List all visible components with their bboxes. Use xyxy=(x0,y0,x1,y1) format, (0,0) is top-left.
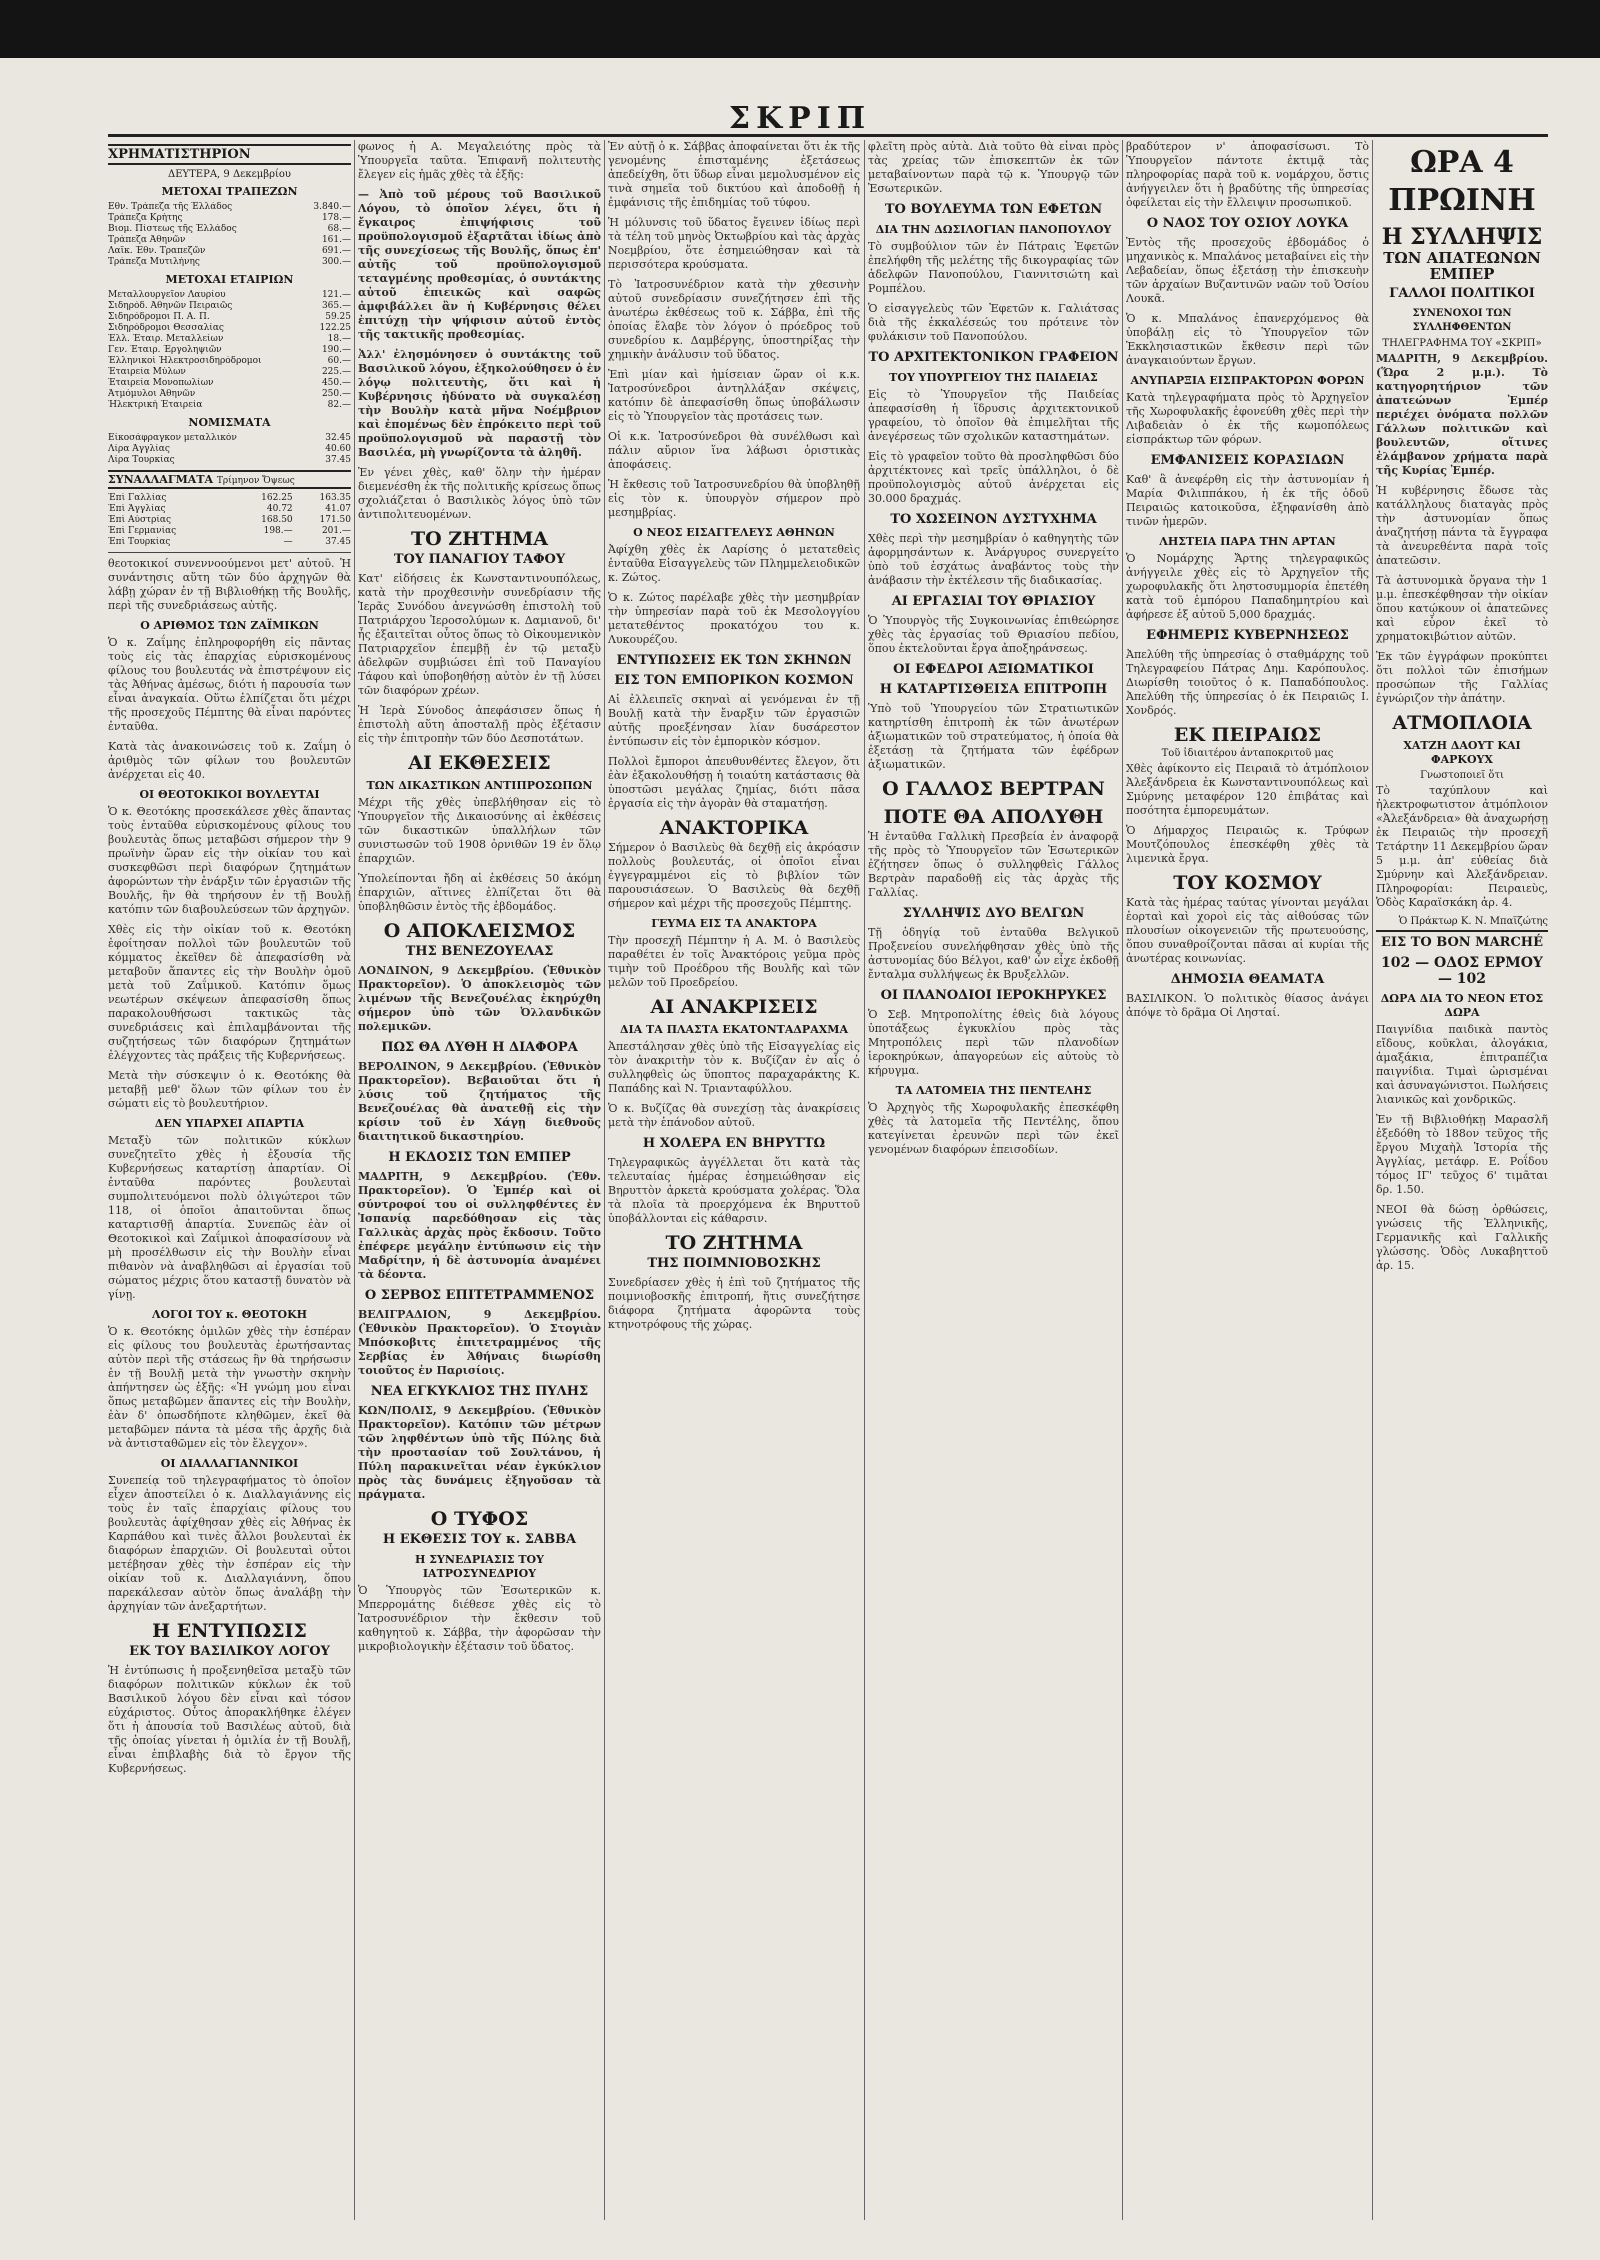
headline: ΝΕΑ ΕΓΚΥΚΛΙΟΣ ΤΗΣ ΠΥΛΗΣ xyxy=(370,1384,589,1399)
article-text: Συνεδρίασεν χθὲς ἡ ἐπὶ τοῦ ζητήματος τῆς ποιμνιοβοσκῆς ἐπιτροπή, ἥτις συνεζήτησε διάφορα ζητήματα ἀφορῶντα τοὺς κτηνοτρόφους τῆς χώρας. xyxy=(608,1276,860,1331)
row-value: 250.— xyxy=(321,389,351,399)
headline: ΛΗΣΤΕΙΑ ΠΑΡΑ ΤΗΝ ΑΡΤΑΝ xyxy=(1159,535,1336,548)
table-row xyxy=(108,290,351,301)
subheadline: ΤΗΣ ΒΕΝΕΖΟΥΕΛΑΣ xyxy=(405,944,554,959)
subheadline: ΤΟΥ ΠΑΝΑΓΙΟΥ ΤΑΦΟΥ xyxy=(393,552,566,567)
row-label: Ἐπὶ Τουρκίας xyxy=(108,537,171,547)
subheadline: ΔΙΑ ΤΑ ΠΛΑΣΤΑ ΕΚΑΤΟΝΤΑΔΡΑΧΜΑ xyxy=(620,1023,848,1036)
row-label: Ἐταιρεία Μονοπωλίων xyxy=(108,378,214,388)
article-text: Ὁ κ. Μπαλάνος ἐπανερχόμενος θὰ ὑποβάλῃ εἰς τὸ Ὑπουργεῖον τῶν Ἐκκλησιαστικῶν ἔκθεσιν περὶ τῶν ἀναγκαιούντων ἔργων. xyxy=(1126,312,1369,367)
breaking-headline: ΩΡΑ 4 ΠΡΩΙΝΗ xyxy=(1388,145,1536,218)
breaking-headline: Η ΣΥΛΛΗΨΙΣ xyxy=(1381,224,1543,250)
telegram-label: ΤΗΛΕΓΡΑΦΗΜΑ ΤΟΥ «ΣΚΡΙΠ» xyxy=(1382,338,1542,349)
headline: Ο ΑΠΟΚΛΕΙΣΜΟΣ xyxy=(383,920,576,942)
subheadline: Η ΚΑΤΑΡΤΙΣΘΕΙΣΑ ΕΠΙΤΡΟΠΗ xyxy=(879,682,1108,697)
article-text: Ὁ κ. Ζαΐμης ἐπληροφορήθη εἰς πᾶντας τοὺς εἰς τὰς ἐπαρχίας εὑρισκομένους φίλους του βουλευτάς νὰ ἐπιστρέψουν εἰς τὰς Ἀθήνας ἀμέσως, διότι ἡ παρουσία των εἶναι ἀναγκαία. Οὕτω ἐλπίζεται ὅτι μέχρι τῆς προσεχοῦς Πέμπτης θὰ εἶναι παρόντες ἐνταῦθα. xyxy=(108,636,351,733)
article-text: Ὁ Δήμαρχος Πειραιῶς κ. Τρύφων Μουτζόπουλος ἐπεσκέφθη χθὲς τὰ λιμενικὰ ἔργα. xyxy=(1126,824,1369,865)
column-4 xyxy=(868,140,1119,2220)
headline: Ο ΣΕΡΒΟΣ ΕΠΙΤΕΤΡΑΜΜΕΝΟΣ xyxy=(364,1288,595,1303)
table-row xyxy=(108,213,351,224)
article-text: βραδύτερον ν' ἀποφασίσωσι. Τὸ Ὑπουργεῖον πάντοτε ἐκτιμᾷ τὰς πληροφορίας παρὰ τοῦ κ. νομάρχου, ὅστις ἀνήγγειλεν ὅτι ἡ βραδύτης τῆς ὑπηρεσίας ὀφείλεται εἰς τὴν ἔλλειψιν προσωπικοῦ. xyxy=(1126,140,1369,209)
ad-headline: ΑΤΜΟΠΛΟΙΑ xyxy=(1392,712,1532,734)
breaking-headline: ΓΑΛΛΟΙ ΠΟΛΙΤΙΚΟΙ xyxy=(1389,286,1535,301)
row-label: Μεταλλουργεῖον Λαυρίου xyxy=(108,290,226,300)
row-label: Σιδηρόδρομοι Θεσσαλίας xyxy=(108,323,224,333)
article-text: Εἰς τὸ γραφεῖον τοῦτο θὰ προσληφθῶσι δύο ἀρχιτέκτονες καὶ τρεῖς ὑπάλληλοι, ὁ δὲ προϋπολογισμὸς αὐτοῦ ἀνέρχεται εἰς 30.000 δραχμάς. xyxy=(868,450,1119,505)
row-label: Λίρα Ἀγγλίας xyxy=(108,444,170,454)
column-1 xyxy=(108,140,351,2220)
table-row xyxy=(108,433,351,444)
subheadline: ΤΟΥ ΥΠΟΥΡΓΕΙΟΥ ΤΗΣ ΠΑΙΔΕΙΑΣ xyxy=(889,371,1098,384)
row-label: Γεν. Ἐταιρ. Ἐργοληψιῶν xyxy=(108,345,222,355)
breaking-headline: ΤΩΝ ΑΠΑΤΕΩΝΩΝ ΕΜΠΕΡ xyxy=(1383,249,1541,283)
article-text: ΒΑΣΙΛΙΚΟΝ. Ὁ πολιτικὸς θίασος ἀνάγει ἀπόψε τὸ δρᾶμα Οἱ Λησταί. xyxy=(1126,992,1369,1019)
article-text: Κατὰ τηλεγραφήματα πρὸς τὸ Ἀρχηγεῖον τῆς Χωροφυλακῆς ἐφονεύθη χθὲς περὶ τὴν Λιβαδειὰν ὁ ἐκ τῆς κωμοπόλεως εἰσπράκτωρ τῶν φόρων. xyxy=(1126,391,1369,446)
row-label: Ἑλλ. Ἐταιρ. Μεταλλείων xyxy=(108,334,224,344)
article-text: Ἡ ἔκθεσις τοῦ Ἰατροσυνεδρίου θὰ ὑποβληθῇ εἰς τὸν κ. ὑπουργὸν σήμερον πρὸ μεσημβρίας. xyxy=(608,478,860,519)
headline: ΟΙ ΠΛΑΝΟΔΙΟΙ ΙΕΡΟΚΗΡΥΚΕΣ xyxy=(880,988,1107,1003)
row-value: 178.— xyxy=(321,213,351,223)
article-text: Κατὰ τὰς ἀνακοινώσεις τοῦ κ. Ζαΐμη ὁ ἀριθμὸς τῶν φίλων του βουλευτῶν ἀνέρχεται εἰς 40. xyxy=(108,740,351,781)
divider xyxy=(108,552,351,553)
headline: ΠΩΣ ΘΑ ΛΥΘΗ Η ΔΙΑΦΟΡΑ xyxy=(381,1040,578,1055)
article-text: Χθὲς περὶ τὴν μεσημβρίαν ὁ καθηγητὴς τῶν ἀφορμησάντων κ. Ἀνάργυρος συνεργείτο ὑπὸ τοῦ ἐσχάτως ἀναβάντος τοὺς τὴν ἀνάβασιν τὴν ἐκτέλεσιν τῆς διαδικασίας. xyxy=(868,532,1119,587)
column-divider xyxy=(354,140,355,2220)
headline: Η ΕΚΔΟΣΙΣ ΤΩΝ ΕΜΠΕΡ xyxy=(388,1150,571,1165)
table-row xyxy=(108,345,351,356)
row-label: Ἐταιρεία Μύλων xyxy=(108,367,186,377)
table-row xyxy=(108,367,351,378)
headline: Η ΧΟΛΕΡΑ ΕΝ ΒΗΡΥΤΤΩ xyxy=(642,1136,826,1151)
article-text: Ὁ Ὑπουργὸς τῆς Συγκοινωνίας ἐπιθεώρησε χθὲς τὰς ἐργασίας τοῦ Θριασίου πεδίου, ὅπου ἐκτελοῦνται ἔργα ἀποξηράνσεως. xyxy=(868,614,1119,655)
article-text: ΒΕΛΙΓΡΑΔΙΟΝ, 9 Δεκεμβρίου. (Ἐθνικὸν Πρακτορεῖον). Ὁ Στογιὰν Μπόσκοβιτς ἐπιτετραμμένος τῆς Σερβίας ἐν Ἀθήναις διωρίσθη τοιοῦτος ἐν Παρισίοις. xyxy=(358,1308,601,1377)
ad-address: 102 — ΟΔΟΣ ΕΡΜΟΥ — 102 xyxy=(1381,955,1543,987)
article-text: Ὑπὸ τοῦ Ὑπουργείου τῶν Στρατιωτικῶν κατηρτίσθη ἐπιτροπὴ ἐκ τῶν ἀνωτέρων ἀξιωματικῶν τοῦ στρατεύματος, ἡ ὁποία θὰ ἐξετάσῃ τὰ ζητήματα τῶν ἐφέδρων ἀξιωματικῶν. xyxy=(868,702,1119,771)
article-text: Καθ' ἃ ἀνεφέρθη εἰς τὴν ἀστυνομίαν ἡ Μαρία Φιλιππάκου, ἡ ἐκ τῆς ὁδοῦ Πειραιῶς κατοικοῦσα, ἐξηφανίσθη ἀπὸ τινῶν ἡμερῶν. xyxy=(1126,473,1369,528)
headline: ΑΙ ΑΝΑΚΡΙΣΕΙΣ xyxy=(650,996,818,1018)
column-divider xyxy=(864,140,865,2220)
row-value: 40.72 xyxy=(266,504,293,514)
headline: ΤΟΥ ΚΟΣΜΟΥ xyxy=(1173,872,1322,894)
article-text: Ἀλλ' ἐλησμόνησεν ὁ συντάκτης τοῦ Βασιλικοῦ λόγου, ἐξηκολούθησεν ὁ ἐν λόγῳ πολιτευτὴς, ὅτι καὶ ἡ Κυβέρνησις ἠδύνατο νὰ συγκαλέσῃ τὴν Βουλὴν κατὰ μῆνα Νοέμβριον καὶ ἐπομένως δὲν ἐπρόκειτο περὶ τοῦ προϋπολογισμοῦ νὰ παραστῇ τὸν Βασιλέα, μὴ γνωρίζοντα τὰ ἀληθῆ. xyxy=(358,348,601,459)
headline: ΤΑ ΛΑΤΟΜΕΙΑ ΤΗΣ ΠΕΝΤΕΛΗΣ xyxy=(895,1084,1092,1097)
column-6 xyxy=(1376,140,1548,2220)
newspaper-masthead: ΣΚΡΙΠ xyxy=(728,101,872,136)
article-text: Αἱ ἐλλειπεῖς σκηναὶ αἱ γενόμεναι ἐν τῇ Βουλῇ κατὰ τὴν ἔναρξιν τῶν ἐργασιῶν αὐτῆς προεξένησαν λίαν δυσάρεστον ἐντύπωσιν εἰς τὸν ἐμπορικὸν κόσμον. xyxy=(608,693,860,748)
row-value: 37.45 xyxy=(325,537,351,547)
ad-text: Τὸ ταχύπλουν καὶ ἠλεκτροφωτιστον ἀτμόπλοιον «Ἀλεξάνδρεια» θὰ ἀναχωρήσῃ ἐκ Πειραιῶς τὴν προσεχῆ Τετάρτην 11 Δεκεμβρίου ὥραν 5 μ.μ. ἀπ' εὐθείας διὰ Σμύρνην καὶ Ἀλεξάνδρειαν. Πληροφορίαι: Πειραιεὺς, Ὁδὸς Καραϊσκάκη ἀρ. 4. xyxy=(1376,784,1548,909)
ad-subheadline: ΧΑΤΖΗ ΔΑΟΥΤ ΚΑΙ ΦΑΡΚΟΥΧ xyxy=(1403,739,1521,766)
headline: ΤΟ ΖΗΤΗΜΑ xyxy=(411,528,548,550)
article-text: Ὁ Ἀρχηγὸς τῆς Χωροφυλακῆς ἐπεσκέφθη χθὲς τὰ λατομεῖα τῆς Πεντέλης, ὅπου κατεγίνεται ἐρευνῶν περὶ τῶν ἐκεῖ γενομένων διαφόρων ἐπεισοδίων. xyxy=(868,1101,1119,1156)
row-value: 82.— xyxy=(327,400,351,410)
table-row xyxy=(108,323,351,334)
row-label: Ἀτμόμυλοι Ἀθηνῶν xyxy=(108,389,196,399)
row-label: Ἐπὶ Ἀγγλίας xyxy=(108,504,166,514)
headline: Ο ΑΡΙΘΜΟΣ ΤΩΝ ΖΑΪΜΙΚΩΝ xyxy=(140,619,319,632)
headline: ΤΟ ΧΩΣΕΙΝΟΝ ΔΥΣΤΥΧΗΜΑ xyxy=(890,512,1097,527)
article-text: Ὁ κ. Θεοτόκης ὁμιλῶν χθὲς τὴν ἑσπέραν εἰς φίλους του βουλευτὰς ἐρωτήσαντας αὐτὸν περὶ τῆς στάσεως ἣν θὰ τηρήσωσιν ἐν τῇ Βουλῇ μετὰ τὴν γνωστὴν σκηνὴν ἀπήντησεν ὡς ἑξῆς: «Ἡ γνώμη μου εἶναι ὅπως μεταβῶμεν ἅπαντες εἰς τὴν Βουλὴν, ἐὰν δ' ὁπωσδήποτε κληθῶμεν, ἐκεῖ θὰ μεταβῶμεν πάντα τὰ μέσα τῆς ἀρχῆς διὰ νὰ ἀντισταθῶμεν εἰς τὸν ἔλεγχον». xyxy=(108,1325,351,1450)
article-text: Συνεπείᾳ τοῦ τηλεγραφήματος τὸ ὁποῖον εἶχεν ἀποστείλει ὁ κ. Διαλλαγιάννης εἰς τοὺς ἐν ταῖς ἐπαρχίαις φίλους του βουλευτὰς ἀφίχθησαν χθὲς εἰς Ἀθήνας ἐκ Καρπάθου καὶ τινὲς ἄλλοι βουλευταὶ ἐκ διαφόρων ἐπαρχιῶν. Οἱ βουλευταὶ οὗτοι μετέβησαν χθὲς τὴν ἑσπέραν εἰς τὴν οἰκίαν τοῦ κ. Διαλλαγιάννη, ὅπου παρεκάλεσαν αὐτὸν ὅπως ἀναλάβῃ τὴν ἀρχηγίαν τῶν ἀνεξαρτήτων. xyxy=(108,1474,351,1613)
fx-table xyxy=(108,493,351,548)
row-label: Λαϊκ. Ἐθν. Τραπεζῶν xyxy=(108,246,206,256)
row-value: 18.— xyxy=(327,334,351,344)
row-value: 365.— xyxy=(321,301,351,311)
subheadline: ΔΙΑ ΤΗΝ ΔΩΣΙΛΟΓΙΑΝ ΠΑΝΟΠΟΥΛΟΥ xyxy=(875,223,1112,236)
breaking-subheadline: ΣΥΝΕΝΟΧΟΙ ΤΩΝ ΣΥΛΛΗΦΘΕΝΤΩΝ xyxy=(1412,308,1512,333)
row-value: 171.50 xyxy=(319,515,351,525)
headline: ΤΟ ΖΗΤΗΜΑ xyxy=(665,1232,803,1254)
article-text: Ἀπελύθη τῆς ὑπηρεσίας ὁ σταθμάρχης τοῦ Τηλεγραφείου Πάτρας Δημ. Καρόπουλος. Διωρίσθη τοιοῦτος ὁ κ. Παπαδόπουλος. Ἀπελύθη τῆς ὑπηρεσίας ὁ ἐκ Πειραιῶς Ι. Χονδρός. xyxy=(1126,648,1369,717)
article-text: Ἡ Ἱερὰ Σύνοδος ἀπεφάσισεν ὅπως ἡ ἐπιστολὴ αὕτη ἀποσταλῇ πρὸς ἐξέτασιν εἰς τὴν ἐπιτροπὴν τῶν δύο Δεσποτάτων. xyxy=(358,704,601,745)
article-text: Τὴν προσεχῆ Πέμπτην ἡ Α. Μ. ὁ Βασιλεὺς παραθέτει ἐν τοῖς Ἀνακτόροις γεῦμα πρὸς τιμὴν τοῦ Προέδρου τῆς Βουλῆς καὶ τῶν μελῶν τοῦ Προεδρείου. xyxy=(608,934,860,989)
subheadline: ΤΩΝ ΔΙΚΑΣΤΙΚΩΝ ΑΝΤΙΠΡΟΣΩΠΩΝ xyxy=(366,779,593,792)
row-label: Τράπεζα Ἀθηνῶν xyxy=(108,235,186,245)
row-value: 691.— xyxy=(321,246,351,256)
article-text: Ἐν αὐτῇ ὁ κ. Σάββας ἀποφαίνεται ὅτι ἐκ τῆς γενομένης ἐπισταμένης ἐξετάσεως ἀπεδείχθη, ὅτι ὕδωρ εἶναι μεμολυσμένον εἰς τινὰ σημεῖα τοῦ δικτύου καὶ ἀποδοθῇ ἡ ἐμφάνισις τῆς ἐπιδημίας τοῦ τύφου. xyxy=(608,140,860,209)
table-row xyxy=(108,224,351,235)
headline: ΟΙ ΘΕΟΤΟΚΙΚΟΙ ΒΟΥΛΕΥΤΑΙ xyxy=(139,788,320,801)
fx-title: ΣΥΝΑΛΛΑΓΜΑΤΑ Τρίμηνον Ὄψεως xyxy=(108,470,351,489)
headline: ΤΟ ΒΟΥΛΕΥΜΑ ΤΩΝ ΕΦΕΤΩΝ xyxy=(884,202,1103,217)
row-label: Εθν. Τράπεζα τῆς Ἑλλάδος xyxy=(108,202,233,212)
ad-headline: ΕΙΣ ΤΟ BON MARCHÉ xyxy=(1376,930,1548,951)
article-text: Ἡ κυβέρνησις ἔδωσε τὰς κατάλληλους διαταγὰς πρὸς τὴν ἀστυνομίαν ὅπως ἀναζητήσῃ πάντα τὰ ἔγγραφα τὰ ἀνευρεθέντα παρὰ τοῖς ἀπατεῶσιν. xyxy=(1376,484,1548,567)
row-value: 198.— xyxy=(263,526,293,536)
banks-title: ΜΕΤΟΧΑΙ ΤΡΑΠΕΖΩΝ xyxy=(161,185,298,198)
subheadline: ΤΗΣ ΠΟΙΜΝΙΟΒΟΣΚΗΣ xyxy=(647,1256,821,1271)
headline: ΑΙ ΕΚΘΕΣΕΙΣ xyxy=(408,752,551,774)
column-divider xyxy=(604,140,605,2220)
article-text: Ὁ Σεβ. Μητροπολίτης ἐθεὶς διὰ λόγους ὑποτάξεως ἐγκυκλίου πρὸς τὰς Μητροπόλεις περὶ τῶν πλανοδίων ἱεροκηρύκων, ἀπαγορεύων εἰς αὐτοὺς τὸ κήρυγμα. xyxy=(868,1008,1119,1077)
exchange-date: ΔΕΥΤΕΡΑ, 9 Δεκεμβρίου xyxy=(168,169,291,180)
row-value: 201.— xyxy=(321,526,351,536)
row-label: Τράπεζα Κρήτης xyxy=(108,213,183,223)
headline: Η ΕΝΤΥΠΩΣΙΣ xyxy=(152,1620,307,1642)
masthead-rule xyxy=(108,134,1548,137)
headline: Ο ΤΥΦΟΣ xyxy=(430,1508,529,1530)
row-value: 450.— xyxy=(321,378,351,388)
top-black-bar xyxy=(0,0,1600,58)
row-value: 300.— xyxy=(321,257,351,267)
article-text: ΚΩΝ/ΠΟΛΙΣ, 9 Δεκεμβρίου. (Ἐθνικὸν Πρακτορεῖον). Κατόπιν τῶν μέτρων τῶν ληφθέντων ὑπὸ τῆς Πύλης διὰ τὴν προστασίαν τοῦ Σουλτάνου, ἡ Πύλη παρακινεῖται νέαν ἐγκύκλιον πρὸς τὰς δυνάμεις ἐξηγοῦσαν τὰ πράγματα. xyxy=(358,1404,601,1501)
article-text: Ἡ ἐντύπωσις ἡ προξενηθεῖσα μεταξὺ τῶν διαφόρων πολιτικῶν κύκλων ἐκ τοῦ Βασιλικοῦ λόγου δὲν εἶναι καὶ τόσον εὐχάριστος. Οὗτος ἀπορακλήθηκε ἐλέγεν ὅτι ἡ ἀπουσία τοῦ Βασιλέως αὐτοῦ, διὰ τῆς ὁποίας γίνεται ἡ ὁμιλία ἐν τῇ Βουλῇ, εἶναι ἐπιβλαβὴς διὰ τὸ ἔργον τῆς Κυβερνήσεως. xyxy=(108,1664,351,1775)
article-text: Σήμερον ὁ Βασιλεὺς θὰ δεχθῇ εἰς ἀκρόασιν πολλοὺς βουλευτάς, οἱ ὁποῖοι εἶναι ἐγγεγραμμένοι εἰς τὸ βιβλίον τῶν παρουσιάσεων. Ὁ Βασιλεὺς θὰ δεχθῇ σήμερον καὶ μέχρι τῆς προσεχοῦς Πέμπτης. xyxy=(608,841,860,910)
article-text: Ἐντὸς τῆς προσεχοῦς ἑβδομάδος ὁ μηχανικὸς κ. Μπαλάνος μεταβαίνει εἰς τὴν Λεβαδείαν, ὅπως ἐξετάσῃ τὴν ἐπισκευὴν τῶν ἀρχαίων Βυζαντινῶν ναῶν τοῦ Ὁσίου Λουκᾶ. xyxy=(1126,236,1369,305)
table-row xyxy=(108,504,351,515)
row-label: Ἑλληνικοὶ Ἠλεκτροσιδηρόδρομοι xyxy=(108,356,262,366)
ad-slogan: ΔΩΡΑ ΔΙΑ ΤΟ ΝΕΟΝ ΕΤΟΣ ΔΩΡΑ xyxy=(1380,992,1544,1019)
article-text: Κατ' εἰδήσεις ἐκ Κωνσταντινουπόλεως, κατὰ τὴν προχθεσινὴν συνεδρίασιν τῆς Ἱερᾶς Συνόδου ἀνεγνώσθη ἐπιστολὴ τοῦ Πατριάρχου Ἱεροσολύμων κ. Δαμιανοῦ, δι' ἧς ἐξαιτεῖται οὗτος ὅπως τὸ Οἰκουμενικὸν Πατριαρχεῖον ἐπεμβῇ ἐν τῷ μεταξὺ ἀδελφῶν συμβιώσει ἐπὶ τοῦ Παναγίου Τάφου καὶ ὑποβοηθήσῃ αὐτὸν ἐν τῇ λύσει τῶν διαφόρων χρέων. xyxy=(358,572,601,697)
article-text: Μέχρι τῆς χθὲς ὑπεβλήθησαν εἰς τὸ Ὑπουργεῖον τῆς Δικαιοσύνης αἱ ἐκθέσεις τῶν δικαστικῶν ὑπαλλήλων τῶν συνιστωσῶν τοῦ 1908 ὀρνιθῶν 19 ἐν ὅλῳ ἐπαρχιῶν. xyxy=(358,796,601,865)
article-text: ΜΑΔΡΙΤΗ, 9 Δεκεμβρίου. (Ἐθν. Πρακτορεῖον). Ὁ Ἐμπέρ καὶ οἱ σύντροφοί του οἱ συλληφθέντες ἐν Ἰσπανίᾳ παρεδόθησαν εἰς τὰς Γαλλικὰς ἀρχὰς πρὸς ἔκδοσιν. Τοῦτο ἐπέφερε μεγάλην ἐντύπωσιν εἰς τὴν Μαδρίτην, ἡ δὲ ἀστυνομία ἀναμένει τὰ δέοντα. xyxy=(358,1170,601,1281)
table-row xyxy=(108,257,351,268)
subheadline: Τοῦ ἰδιαιτέρου ἀνταποκριτοῦ μας xyxy=(1161,748,1334,759)
headline: ΑΙ ΕΡΓΑΣΙΑΙ ΤΟΥ ΘΡΙΑΣΙΟΥ xyxy=(891,594,1096,609)
ad-text: Ἐν τῇ Βιβλιοθήκῃ Μαρασλῆ ἐξεδόθη τὸ 188ον τεῦχος τῆς ἔργου Μιχαὴλ Ἱστορία τῆς Ἀγγλίας, μετάφρ. Ε. Ροΐδου τόμος ΙΓ' τεῦχος 6' τιμᾶται δρ. 1.50. xyxy=(1376,1113,1548,1196)
article-text: Ὑπολείπονται ἤδη αἱ ἐκθέσεις 50 ἀκόμη ἐπαρχιῶν, αἵτινες ἐλπίζεται ὅτι θὰ ὑποβληθῶσιν ἐντὸς τῆς ἑβδομάδος. xyxy=(358,872,601,913)
article-text: Ἐκ τῶν ἐγγράφων προκύπτει ὅτι πολλοὶ τῶν ἐπισήμων προσώπων τῆς Γαλλίας ἐγνώριζον τὴν ἀπάτην. xyxy=(1376,650,1548,705)
article-text: Χθὲς ἀφίκοντο εἰς Πειραιᾶ τὸ ἀτμόπλοιον Ἀλεξάνδρεια ἐκ Κωνσταντινουπόλεως καὶ Σμύρνης μεταφέρον 120 ἐπιβάτας καὶ ποσότητα ἐμπορευμάτων. xyxy=(1126,762,1369,817)
article-text: Ὁ κ. Ζώτος παρέλαβε χθὲς τὴν μεσημβρίαν τὴν ὑπηρεσίαν παρὰ τοῦ ἐκ Μεσολογγίου μετατεθέντος προκατόχου του κ. Λυκουρέζου. xyxy=(608,591,860,646)
article-text: Μετὰ τὴν σύσκεψιν ὁ κ. Θεοτόκης θὰ μεταβῇ μεθ' ὅλων τῶν φίλων του ἐν σώματι εἰς τὸ βουλευτήριον. xyxy=(108,1069,351,1110)
table-row xyxy=(108,235,351,246)
article-text: Τὸ συμβούλιον τῶν ἐν Πάτραις Ἐφετῶν ἐπελήφθη τῆς μελέτης τῆς δικογραφίας τῶν ἀδελφῶν Πανοπούλου, Γιαννιτσιώτη καὶ Ρομπέλου. xyxy=(868,240,1119,295)
row-value: 59.25 xyxy=(325,312,351,322)
article-text: ΜΑΔΡΙΤΗ, 9 Δεκεμβρίου. (Ὥρα 2 μ.μ.). Τὸ κατηγορητήριον τῶν ἀπατεώνων Ἐμπέρ περιέχει ὀνόματα πολλῶν Γάλλων πολιτικῶν καὶ βουλευτῶν, οἵτινες ἐλάμβανον χρήματα παρὰ τῆς Κυρίας Ἐμπέρ. xyxy=(1376,352,1548,477)
headline: ΤΟ ΑΡΧΙΤΕΚΤΟΝΙΚΟΝ ΓΡΑΦΕΙΟΝ xyxy=(868,350,1119,365)
article-text: θεοτοκικοί συνεννοούμενοι μετ' αὐτοῦ. Ἡ συνάντησις αὕτη τῶν δύο ἀρχηγῶν θὰ λάβῃ χώραν ἐν τῇ Βιβλιοθήκῃ τῆς Βουλῆς, περὶ τῆς συνεδριάσεως αὐτῆς. xyxy=(108,557,351,612)
table-row xyxy=(108,301,351,312)
row-value: 190.— xyxy=(321,345,351,355)
exchange-title: ΧΡΗΜΑΤΙΣΤΗΡΙΟΝ xyxy=(108,144,351,165)
headline: ΓΕΥΜΑ ΕΙΣ ΤΑ ΑΝΑΚΤΟΡΑ xyxy=(651,917,817,930)
table-row xyxy=(108,378,351,389)
article-text: Ἐπὶ μίαν καὶ ἡμίσειαν ὥραν οἱ κ.κ. Ἰατροσύνεδροι ἀντηλλάξαν σκέψεις, κατόπιν δὲ ἀπεφασίσθη ὅπως ὑποβάλωσιν εἰς τὸ Ὑπουργεῖον τὰς προτάσεις των. xyxy=(608,368,860,423)
subheadline: Η ΣΥΝΕΔΡΙΑΣΙΣ ΤΟΥ ΙΑΤΡΟΣΥΝΕΔΡΙΟΥ xyxy=(415,1553,544,1580)
article-text: Τηλεγραφικῶς ἀγγέλλεται ὅτι κατὰ τὰς τελευταίας ἡμέρας ἐσημειώθησαν εἰς Βηρυττὸν ἀρκετὰ κρούσματα χολέρας. Ὅλα τὰ πλοῖα τὰ προερχόμενα ἐκ Βηρυττοῦ ὑποβάλλονται εἰς κάθαρσιν. xyxy=(608,1156,860,1225)
article-text: Ὁ Ὑπουργὸς τῶν Ἐσωτερικῶν κ. Μπερρομάτης διέθεσε χθὲς εἰς τὸ Ἰατροσυνέδριον τὴν ἔκθεσιν τοῦ καθηγητοῦ κ. Σάββα, τὴν ἀφορῶσαν τὴν μικροβιολογικὴν ἐξέτασιν τοῦ ὕδατος. xyxy=(358,1584,601,1653)
ad-text: ΝΕΟΙ θὰ δώσῃ ὀρθώσεις, γνώσεις τῆς Ἑλληνικῆς, Γερμανικῆς καὶ Γαλλικῆς γλώσσης. Ὁδὸς Λυκαβηττοῦ ἀρ. 15. xyxy=(1376,1203,1548,1272)
row-value: 40.60 xyxy=(325,444,351,454)
row-label: Εἰκοσάφραγκον μεταλλικόν xyxy=(108,433,237,443)
row-value: 161.— xyxy=(321,235,351,245)
banks-table xyxy=(108,202,351,268)
article-text: Μεταξὺ τῶν πολιτικῶν κύκλων συνεζητεῖτο χθὲς ἡ ἐξουσία τῆς Κυβερνήσεως καταρτίσῃ ἀπαρτίαν. Οἱ ἐνταῦθα παρόντες βουλευταὶ συμπολιτευόμενοι πολὺ ὀλιγώτεροι τῶν 118, οἱ ὁποῖοι ἀπαιτοῦνται ὅπως καταρτισθῇ ἀπαρτία. Συνεπῶς ἐὰν οἱ Θεοτοκικοὶ καὶ Ζαΐμικοὶ ἀποφασίσουν νὰ μὴ προσέλθωσιν εἰς τὴν Βουλὴν εἶναι πιθανὸν νὰ ἀναβληθῶσι αἱ ἐργασίαι τοῦ σώματος μέχρις ὅτου καταστῇ δυνατὸν νὰ γίνῃ. xyxy=(108,1134,351,1301)
column-divider xyxy=(1122,140,1123,2220)
article-text: Ἡ μόλυνσις τοῦ ὕδατος ἔγεινεν ἰδίως περὶ τὰ τέλη τοῦ μηνὸς Ὀκτωβρίου καὶ τὰς ἀρχὰς Νοεμβρίου, ὅτε ἐσημειώθησαν καὶ τὰ περισσότερα κρούσματα. xyxy=(608,216,860,271)
companies-table xyxy=(108,290,351,411)
headline: ΛΟΓΟΙ ΤΟΥ κ. ΘΕΟΤΟΚΗ xyxy=(151,1308,308,1321)
article-text: ΛΟΝΔΙΝΟΝ, 9 Δεκεμβρίου. (Ἐθνικὸν Πρακτορεῖον). Ὁ ἀποκλεισμὸς τῶν λιμένων τῆς Βενεζουέλας ἐκηρύχθη σήμερον ὑπὸ τῶν Ὀλλανδικῶν πολεμικῶν. xyxy=(358,964,601,1033)
companies-title: ΜΕΤΟΧΑΙ ΕΤΑΙΡΙΩΝ xyxy=(165,273,294,286)
headline: ΕΚ ΠΕΙΡΑΙΩΣ xyxy=(1173,724,1322,746)
article-text: Ἀφίχθη χθὲς ἐκ Λαρίσης ὁ μετατεθεὶς ἐνταῦθα Εἰσαγγελεὺς τῶν Πλημμελειοδικῶν κ. Ζώτος. xyxy=(608,543,860,584)
column-5 xyxy=(1126,140,1369,2220)
article-text: Τῇ ὁδηγίᾳ τοῦ ἐνταῦθα Βελγικοῦ Προξενείου συνελήφθησαν χθὲς ὑπὸ τῆς ἀστυνομίας δύο Βέλγοι, καθ' ὧν εἶχε ἐκδοθῇ ἔνταλμα συλλήψεως ἐκ Βρυξελλῶν. xyxy=(868,926,1119,981)
article-text: Ἀπεστάλησαν χθὲς ὑπὸ τῆς Εἰσαγγελίας εἰς τὸν ἀνακριτὴν τὸν κ. Βυζίζαν ἐν αἷς ὁ συλληφθεὶς ὡς ὕποπτος παραχαράκτης Κ. Παπάδης καὶ Ν. Τριανταφύλλου. xyxy=(608,1040,860,1095)
article-text: Εἰς τὸ Ὑπουργεῖον τῆς Παιδείας ἀπεφασίσθη ἡ ἵδρυσις ἀρχιτεκτονικοῦ γραφείου, τὸ ὁποῖον θὰ ἐπιμελῆται τῆς ἀνεγέρσεως τῶν σχολικῶν καταστημάτων. xyxy=(868,388,1119,443)
row-label: Ἐπὶ Γερμανίας xyxy=(108,526,177,536)
ad-subheadline: Γνωστοποιεῖ ὅτι xyxy=(1420,770,1504,781)
column-divider xyxy=(1372,140,1373,2220)
article-text: Ἡ ἐνταῦθα Γαλλικὴ Πρεσβεία ἐν ἀναφορᾷ τῆς πρὸς τὸ Ὑπουργεῖον τῶν Ἐσωτερικῶν ἐζήτησεν ὅπως ὁ συλληφθεὶς Γάλλος Βερτρὰν παραδοθῇ εἰς τὰς ἀρχὰς τῆς Γαλλίας. xyxy=(868,830,1119,899)
subheadline: Η ΕΚΘΕΣΙΣ ΤΟΥ κ. ΣΑΒΒΑ xyxy=(382,1532,577,1547)
subheadline: ΕΙΣ ΤΟΝ ΕΜΠΟΡΙΚΟΝ ΚΟΣΜΟΝ xyxy=(614,673,854,688)
row-label: Βιομ. Πίστεως τῆς Ἑλλάδος xyxy=(108,224,237,234)
table-row xyxy=(108,493,351,504)
row-value: 3.840.— xyxy=(313,202,351,212)
headline: ΔΕΝ ΥΠΑΡΧΕΙ ΑΠΑΡΤΙΑ xyxy=(154,1117,305,1130)
headline: ΟΙ ΔΙΑΛΛΑΓΙΑΝΝΙΚΟΙ xyxy=(160,1457,299,1470)
article-text: Ὁ εἰσαγγελεὺς τῶν Ἐφετῶν κ. Γαλιάτσας διὰ τῆς ἐκκαλέσεώς του πρότεινε τὸν φυλάκισιν τοῦ Πανοπούλου. xyxy=(868,302,1119,343)
row-value: 168.50 xyxy=(261,515,293,525)
article-text: φωνος ἡ Α. Μεγαλειότης πρὸς τὰ Ὑπουργεῖα ταῦτα. Ἐπιφανῆ πολιτευτὴς ἔλεγεν εἰς ἡμᾶς χθὲς τὰ ἑξῆς: xyxy=(358,140,601,181)
article-text: Χθὲς εἰς τὴν οἰκίαν τοῦ κ. Θεοτόκη ἐφοίτησαν πολλοὶ τῶν βουλευτῶν τοῦ κόμματος ἐκεῖθεν δὲ ἀπεφασίσθη νὰ μεταβοῦν ἅπαντες εἰς τὴν Βουλὴν ὁμοῦ μετὰ τοῦ Ζαΐμικοῦ. Κατόπιν ὅμως νεωτέρων σκέψεων ἀπεφασίσθη ὅπως παρακολουθήσωσι τακτικῶς τὰς συνεδριάσεις καὶ ἐπιλαμβάνονται τῆς συζητήσεως τῶν διαφόρων ζητημάτων ἐλέγχοντες τὰς πράξεις τῆς Κυβερνήσεως. xyxy=(108,923,351,1062)
headline: ΑΝΑΚΤΟΡΙΚΑ xyxy=(659,817,809,839)
column-3 xyxy=(608,140,860,2220)
headline: ΕΜΦΑΝΙΣΕΙΣ ΚΟΡΑΣΙΔΩΝ xyxy=(1150,453,1345,468)
article-text: Ὁ Νομάρχης Ἄρτης τηλεγραφικῶς ἀνήγγειλε χθὲς εἰς τὸ Ἀρχηγεῖον τῆς χωροφυλακῆς ὅτι ληστοσυμμορία ἐπετέθη κατὰ τοῦ ἐμπόρου Παπαδημητρίου καὶ ἀφήρεσε ἐξ αὐτοῦ 5,000 δραχμάς. xyxy=(1126,552,1369,621)
article-text: Ἐν γένει χθὲς, καθ' ὅλην τὴν ἡμέραν διεμενέσθη ἐκ τῆς πολιτικῆς κρίσεως ὅπως σχολιάζεται ὁ Βασιλικὸς λόγος ὑπὸ τῶν ἀντιπολιτευομένων. xyxy=(358,466,601,521)
headline: Ο ΝΕΟΣ ΕΙΣΑΓΓΕΛΕΥΣ ΑΘΗΝΩΝ xyxy=(633,526,835,539)
article-text: Οἱ κ.κ. Ἰατροσύνεδροι θὰ συνέλθωσι καὶ πάλιν αὔριον ἵνα λάβωσι ὁριστικὰς ἀποφάσεις. xyxy=(608,430,860,471)
ad-signature: Ὁ Πράκτωρ Κ. Ν. Μπαϊζώτης xyxy=(1398,916,1548,927)
headline: ΣΥΛΛΗΨΙΣ ΔΥΟ ΒΕΛΓΩΝ xyxy=(902,906,1085,921)
table-row xyxy=(108,389,351,400)
ad-text: Παιγνίδια παιδικὰ παντὸς εἴδους, κοῦκλαι, ἀλογάκια, ἁμαξάκια, ἐπιτραπέζια παιγνίδια. Τιμαὶ ὡρισμέναι καὶ ἀσυναγώνιστοι. Πωλήσεις λιανικῶς καὶ χονδρικῶς. xyxy=(1376,1023,1548,1106)
article-text: ΒΕΡΟΛΙΝΟΝ, 9 Δεκεμβρίου. (Ἐθνικὸν Πρακτορεῖον). Βεβαιοῦται ὅτι ἡ λύσις τοῦ ζητήματος τῆς Βενεζουέλας θὰ ἀνατεθῇ εἰς τὴν κρίσιν τοῦ ἐν Χάγῃ διεθνοῦς διαιτητικοῦ δικαστηρίου. xyxy=(358,1060,601,1143)
article-text: Τὸ Ἰατροσυνέδριον κατὰ τὴν χθεσινὴν αὐτοῦ συνεδρίασιν συνεζήτησεν ἐπὶ τῆς ἀνωτέρω ἐκθέσεως τοῦ κ. Σάββα, ἐπὶ τῆς ὁποίας ἔλαβε τὸν λόγον ὁ πρόεδρος τοῦ συνεδρίου κ. Δαμβέργης, ὑποστηρίξας τὴν χημικὴν ἀνάλυσιν τοῦ ὕδατος. xyxy=(608,278,860,361)
article-text: φλεῖτη πρὸς αὐτὰ. Διὰ τοῦτο θὰ εἶναι πρὸς τὰς χρείας τῶν ἐπισκεπτῶν ἐκ τῶν μεταβαίνοντων παρὰ τῷ κ. Ὑπουργῷ τῶν Ἐσωτερικῶν. xyxy=(868,140,1119,195)
row-value: 162.25 xyxy=(261,493,293,503)
headline: Ο ΝΑΟΣ ΤΟΥ ΟΣΙΟΥ ΛΟΥΚΑ xyxy=(1146,216,1349,231)
table-row xyxy=(108,356,351,367)
article-text: Ὁ κ. Βυζίζας θὰ συνεχίσῃ τὰς ἀνακρίσεις μετὰ τὴν ἐπάνοδον αὐτοῦ. xyxy=(608,1102,860,1129)
headline: ΕΝΤΥΠΩΣΕΙΣ ΕΚ ΤΩΝ ΣΚΗΝΩΝ xyxy=(616,653,852,668)
table-row xyxy=(108,537,351,548)
headline: ΕΦΗΜΕΡΙΣ ΚΥΒΕΡΝΗΣΕΩΣ xyxy=(1146,628,1349,643)
row-label: Λίρα Τουρκίας xyxy=(108,455,175,465)
row-value: 32.45 xyxy=(325,433,351,443)
row-label: Τράπεζα Μυτιλήνης xyxy=(108,257,200,267)
article-text: Ὁ κ. Θεοτόκης προσεκάλεσε χθὲς ἅπαντας τοὺς ἐνταῦθα εὑρισκομένους φίλους του βουλευτὰς ὅπως μεταβῶσι σήμερον τὴν 9 πρωϊνὴν ὥραν εἰς τὴν οἰκίαν του καὶ συσκεφθῶσι περὶ διαφόρων ζητημάτων ἀφορώντων τὴν ἐνάρξιν τῶν ἐργασιῶν τῆς Βουλῆς, ἣν θὰ τηρήσουν ἐν τῇ Βουλῇ κατόπιν τῶν διαβουλεύσεων τῶν ἀρχηγῶν. xyxy=(108,805,351,916)
row-value: 163.35 xyxy=(319,493,351,503)
headline: Ο ΓΑΛΛΟΣ ΒΕΡΤΡΑΝ xyxy=(882,778,1105,800)
headline: ΑΝΥΠΑΡΞΙΑ ΕΙΣΠΡΑΚΤΟΡΩΝ ΦΟΡΩΝ xyxy=(1130,374,1365,387)
row-label: Ἠλεκτρικὴ Ἐταιρεία xyxy=(108,400,203,410)
subheadline: ΠΟΤΕ ΘΑ ΑΠΟΛΥΘΗ xyxy=(883,806,1104,828)
table-row xyxy=(108,202,351,213)
row-label: Ἐπὶ Αὐστρίας xyxy=(108,515,172,525)
table-row xyxy=(108,526,351,537)
subheadline: ΕΚ ΤΟΥ ΒΑΣΙΛΙΚΟΥ ΛΟΓΟΥ xyxy=(129,1644,330,1659)
table-row xyxy=(108,334,351,345)
table-row xyxy=(108,515,351,526)
row-value: 41.07 xyxy=(325,504,351,514)
table-row xyxy=(108,400,351,411)
headline: ΟΙ ΕΦΕΔΡΟΙ ΑΞΙΩΜΑΤΙΚΟΙ xyxy=(893,662,1094,677)
table-row xyxy=(108,246,351,257)
article-text: Κατὰ τὰς ἡμέρας ταύτας γίνονται μεγάλαι ἑορταὶ καὶ χοροὶ εἰς τὰς αἰθούσας τῶν πλουσίων οἰκογενειῶν τῆς πρωτευούσης, ὅπου συναθροίζονται πᾶσαι αἱ κυρίαι τῆς ἀνωτέρας κοινωνίας. xyxy=(1126,896,1369,965)
row-value: — xyxy=(283,537,293,547)
row-value: 60.— xyxy=(327,356,351,366)
coins-title: ΝΟΜΙΣΜΑΤΑ xyxy=(188,416,271,429)
row-label: Σιδηρόδ. Ἀθηνῶν Πειραιῶς xyxy=(108,301,233,311)
row-value: 225.— xyxy=(321,367,351,377)
row-label: Ἐπὶ Γαλλίας xyxy=(108,493,167,503)
row-value: 121.— xyxy=(321,290,351,300)
row-value: 122.25 xyxy=(319,323,351,333)
row-label: Σιδηρόδρομοι Π. Α. Π. xyxy=(108,312,210,322)
column-2 xyxy=(358,140,601,2220)
article-text: — Ἀπὸ τοῦ μέρους τοῦ Βασιλικοῦ Λόγου, τὸ ὁποῖον λέγει, ὅτι ἡ ἔγκαιρος ἐπιψήφισις τοῦ προϋπολογισμοῦ ἐξαρτᾶται ἰδίως ἀπὸ τῆς συνεχίσεως τῆς Βουλῆς, ὅπως ἐπ' αὐτῆς τοῦ προϋπολογισμοῦ τεταγμένης προθεσμίας, ὁ συντάκτης αὐτοῦ ἐπιεικῶς καὶ σαφῶς ἀμφιβάλλει ἂν ἡ Κυβέρνησις θέλει ἐπιτύχῃ τὴν ψήφισιν αὐτοῦ ἐντὸς τῆς τακτικῆς προθεσμίας. xyxy=(358,188,601,341)
article-text: Πολλοὶ ἔμποροι ἀπευθυνθέντες ἔλεγον, ὅτι ἐὰν ἐξακολουθήσῃ ἡ τοιαύτη κατάστασις θὰ ὑποστῶσι μεγάλας ζημίας, διότι πᾶσα ἐργασία εἰς τὴν ἀγορὰν θὰ σταματήσῃ. xyxy=(608,755,860,810)
table-row xyxy=(108,455,351,466)
article-text: Τὰ ἀστυνομικὰ ὄργανα τὴν 1 μ.μ. ἐπεσκέφθησαν τὴν οἰκίαν ὅπου κατῴκουν οἱ ἀπατεῶνες καὶ εὗρον ἐκεῖ τὸ χρηματοκιβώτιον αὐτῶν. xyxy=(1376,574,1548,643)
coins-table xyxy=(108,433,351,466)
row-value: 37.45 xyxy=(325,455,351,465)
table-row xyxy=(108,444,351,455)
headline: ΔΗΜΟΣΙΑ ΘΕΑΜΑΤΑ xyxy=(1170,972,1325,987)
row-value: 68.— xyxy=(327,224,351,234)
table-row xyxy=(108,312,351,323)
